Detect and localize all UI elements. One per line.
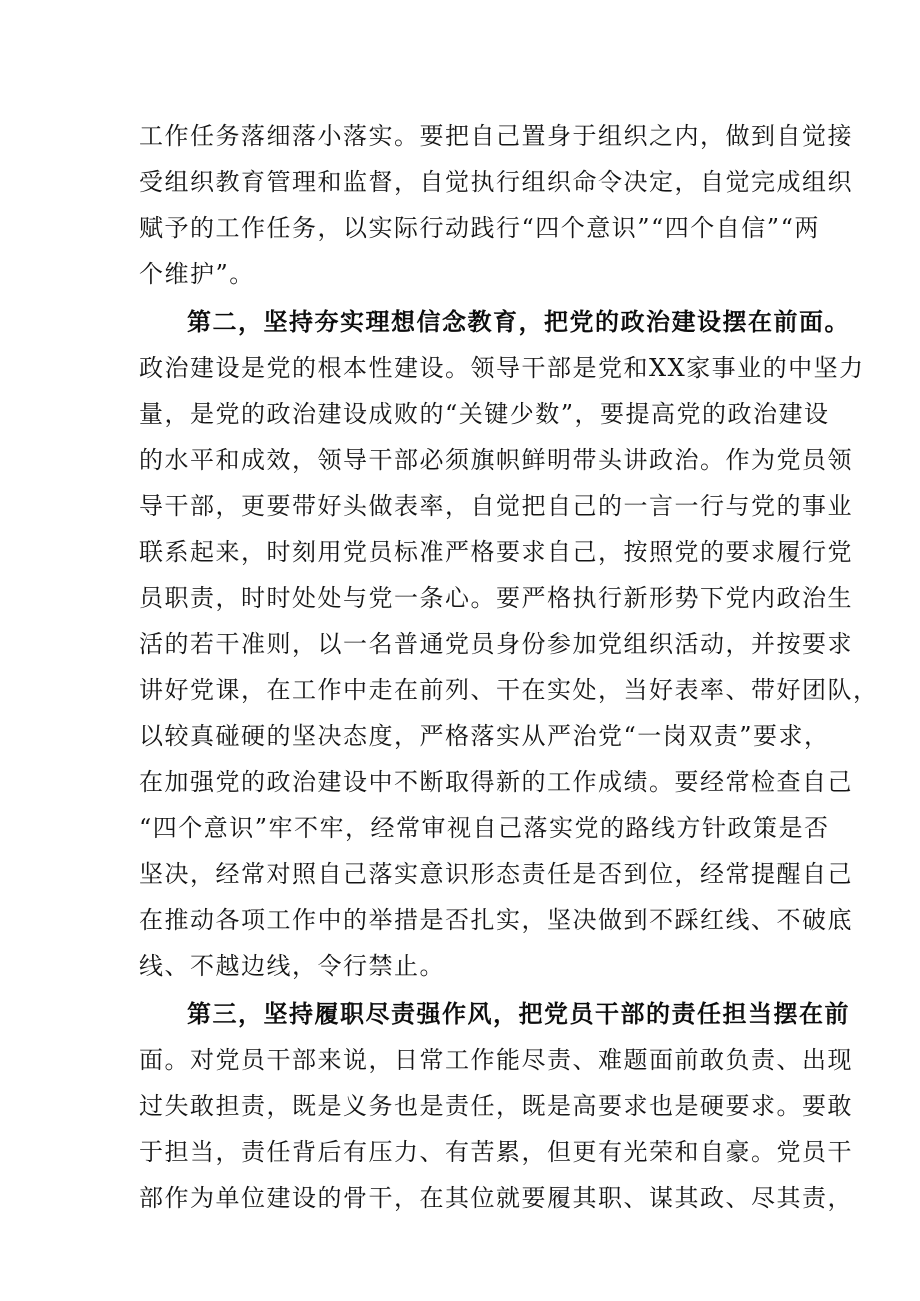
section-heading-2 xyxy=(187,300,920,344)
text-line: 在推动各项工作中的举措是否扎实，坚决做到不踩红线、不破底 xyxy=(139,906,853,934)
text-line: 导干部，更要带好头做表率，自觉把自己的一言一行与党的事业 xyxy=(139,492,853,520)
heading-2-bold-tail: 面。 xyxy=(799,308,850,336)
text-line: 工作任务落细落小落实。要把自己置身于组织之内，做到自觉接 xyxy=(139,122,853,150)
text-line: 员职责，时时处处与党一条心。要严格执行新形势下党内政治生 xyxy=(139,584,853,612)
text-line: 活的若干准则，以一名普通党员身份参加党组织活动，并按要求 xyxy=(139,630,853,658)
heading-3-bold: 第三，坚持履职尽责强作风，把党员干部的责任担当摆在前 xyxy=(187,1000,850,1028)
text-line: 讲好党课，在工作中走在前列、干在实处，当好表率、带好团队， xyxy=(139,676,879,704)
text-line: 面。对党员干部来说，日常工作能尽责、难题面前敢负责、出现 xyxy=(139,1046,853,1074)
text-line: 量，是党的政治建设成败的“关键少数”，要提高党的政治建设 xyxy=(139,400,830,428)
text-line: 坚决，经常对照自己落实意识形态责任是否到位，经常提醒自己 xyxy=(139,860,853,888)
text-line: 部作为单位建设的骨干，在其位就要履其职、谋其政、尽其责， xyxy=(139,1184,853,1212)
text-line: 政治建设是党的根本性建设。领导干部是党和XX家事业的中坚力 xyxy=(139,354,865,382)
text-line: 联系起来，时刻用党员标准严格要求自己，按照党的要求履行党 xyxy=(139,538,853,566)
heading-2-bold: 第二，坚持夯实理想信念教育，把党的政治建设摆在前 xyxy=(187,308,799,336)
text-line: 线、不越边线，令行禁止。 xyxy=(139,952,445,980)
text-line: “四个意识”牢不牢，经常审视自己落实党的路线方针政策是否 xyxy=(139,814,830,842)
text-line: 在加强党的政治建设中不断取得新的工作成绩。要经常检查自己 xyxy=(139,768,853,796)
text-line: 受组织教育管理和监督，自觉执行组织命令决定，自觉完成组织 xyxy=(139,168,853,196)
section-heading-3 xyxy=(187,992,920,1036)
text-line: 以较真碰硬的坚决态度，严格落实从严治党“一岗双责”要求， xyxy=(139,722,830,750)
text-line: 的水平和成效，领导干部必须旗帜鲜明带头讲政治。作为党员领 xyxy=(139,446,853,474)
text-line: 于担当，责任背后有压力、有苦累，但更有光荣和自豪。党员干 xyxy=(139,1138,853,1166)
text-line: 赋予的工作任务，以实际行动践行“四个意识”“四个自信”“两 xyxy=(139,214,820,242)
text-line: 过失敢担责，既是义务也是责任，既是高要求也是硬要求。要敢 xyxy=(139,1092,853,1120)
text-line: 个维护”。 xyxy=(139,260,255,288)
